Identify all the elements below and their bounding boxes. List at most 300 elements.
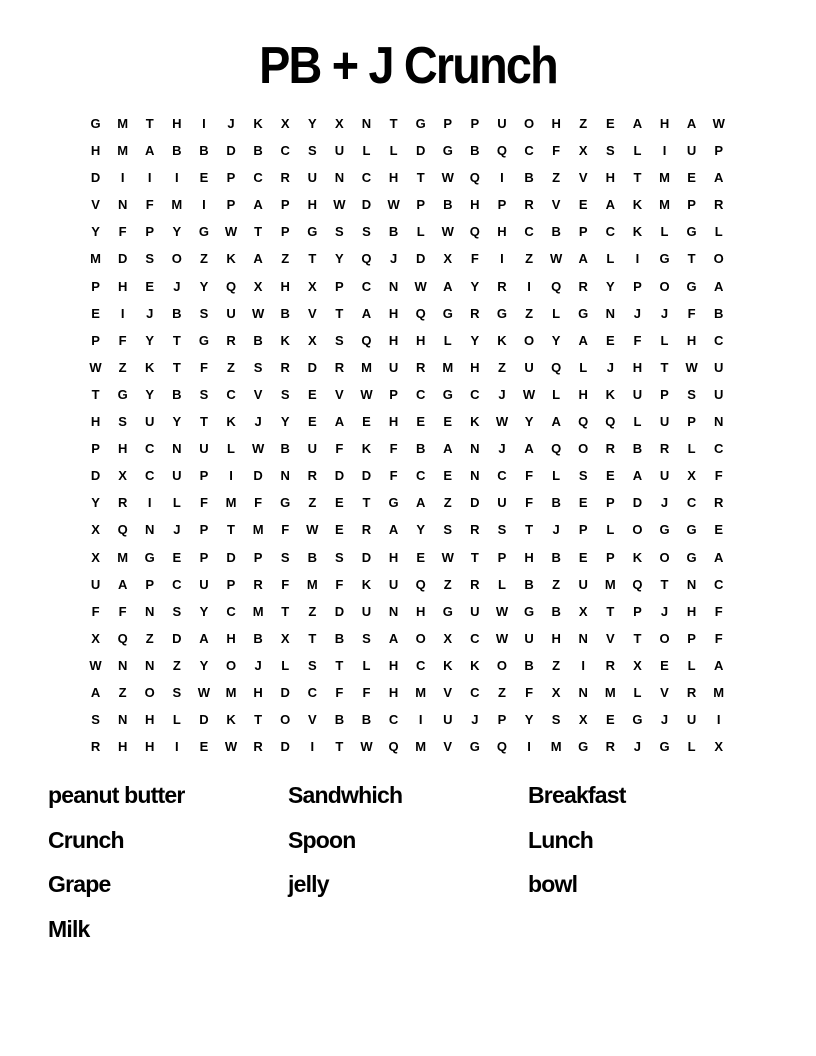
grid-letter: H [226, 630, 236, 646]
grid-row [82, 408, 732, 435]
grid-letter: C [524, 143, 534, 159]
grid-letter: L [660, 332, 669, 348]
grid-letter: N [714, 414, 724, 430]
grid-letter: U [686, 712, 697, 728]
grid-letter: P [497, 712, 507, 728]
grid-letter: W [360, 386, 373, 402]
grid-letter: G [632, 712, 643, 728]
grid-letter: K [253, 116, 263, 131]
grid-letter: L [579, 359, 588, 375]
grid-letter: F [714, 603, 723, 619]
grid-row [82, 679, 732, 706]
grid-letter: T [470, 549, 479, 565]
grid-letter: H [388, 549, 399, 565]
grid-letter: Z [552, 170, 561, 186]
grid-letter: G [578, 305, 589, 321]
grid-letter: Z [118, 684, 127, 700]
grid-letter: G [686, 522, 697, 538]
grid-letter: S [578, 468, 588, 484]
grid-letter: F [389, 468, 398, 484]
grid-letter: R [307, 468, 317, 484]
grid-letter: Y [91, 495, 100, 511]
word-search-grid [82, 110, 732, 758]
grid-letter: S [605, 143, 615, 159]
grid-letter: H [117, 278, 128, 294]
grid-letter: U [714, 359, 724, 375]
page-title: PB + J Crunch [259, 37, 557, 95]
grid-letter: H [415, 332, 426, 348]
grid-letter: X [714, 739, 724, 755]
grid-letter: H [659, 116, 670, 131]
grid-letter: Y [199, 657, 209, 673]
grid-letter: G [659, 522, 670, 538]
grid-letter: A [443, 441, 453, 457]
grid-letter: E [578, 197, 588, 213]
grid-letter: D [90, 170, 101, 186]
grid-letter: C [470, 684, 480, 700]
grid-letter: B [388, 224, 399, 240]
grid-letter: T [172, 332, 181, 348]
grid-letter: E [578, 549, 588, 565]
grid-letter: D [172, 630, 182, 646]
grid-letter: N [470, 441, 480, 457]
grid-letter: G [578, 739, 589, 755]
grid-letter: B [551, 224, 561, 240]
grid-letter: B [199, 143, 209, 159]
grid-letter: P [91, 441, 100, 457]
grid-letter: U [388, 576, 399, 592]
grid-letter: I [500, 251, 504, 267]
grid-letter: A [253, 251, 263, 267]
grid-letter: L [362, 143, 371, 159]
grid-letter: Z [552, 657, 561, 673]
grid-letter: C [415, 468, 426, 484]
grid-letter: B [551, 495, 561, 511]
grid-letter: X [578, 143, 588, 159]
grid-letter: X [253, 278, 263, 294]
grid-letter: S [172, 603, 182, 619]
grid-letter: C [470, 386, 480, 402]
grid-letter: P [443, 116, 453, 131]
grid-letter: P [91, 278, 100, 294]
grid-letter: Y [470, 332, 480, 348]
grid-letter: C [226, 386, 236, 402]
grid-letter: N [578, 630, 588, 646]
grid-letter: W [197, 684, 211, 700]
grid-letter: A [714, 657, 724, 673]
grid-letter: P [497, 197, 507, 213]
grid-letter: D [334, 468, 345, 484]
grid-letter: P [687, 197, 696, 213]
grid-letter: J [389, 251, 398, 267]
grid-letter: I [310, 739, 315, 755]
grid-letter: F [281, 576, 290, 592]
grid-letter: T [389, 116, 398, 131]
grid-letter: S [280, 386, 290, 402]
grid-letter: M [415, 684, 427, 700]
grid-letter: G [659, 251, 670, 267]
grid-letter: T [633, 630, 642, 646]
grid-letter: U [524, 359, 534, 375]
grid-letter: R [605, 657, 616, 673]
word-list-item: bowl [528, 871, 578, 897]
grid-letter: R [578, 278, 588, 294]
grid-letter: A [145, 143, 155, 159]
grid-letter: S [280, 549, 290, 565]
grid-letter: B [307, 549, 317, 565]
grid-letter: A [578, 251, 588, 267]
grid-letter: S [307, 657, 317, 673]
grid-letter: T [606, 603, 615, 619]
grid-letter: O [171, 251, 182, 267]
grid-letter: E [91, 305, 100, 321]
grid-letter: G [659, 739, 670, 755]
grid-letter: S [253, 359, 263, 375]
grid-letter: F [525, 468, 534, 484]
grid-letter: H [470, 359, 480, 375]
grid-letter: X [578, 603, 588, 619]
grid-letter: B [551, 603, 561, 619]
grid-letter: H [307, 197, 317, 213]
grid-letter: A [524, 441, 534, 457]
grid-letter: B [443, 197, 453, 213]
grid-letter: U [145, 414, 155, 430]
grid-letter: A [578, 332, 588, 348]
grid-letter: N [334, 170, 345, 186]
grid-letter: O [415, 630, 426, 646]
grid-letter: F [199, 495, 208, 511]
grid-letter: G [442, 386, 453, 402]
grid-letter: B [415, 441, 426, 457]
grid-letter: Y [199, 278, 209, 294]
grid-letter: Y [145, 386, 155, 402]
word-list-item: Lunch [528, 826, 593, 853]
grid-letter: K [280, 332, 290, 348]
grid-letter: N [605, 305, 616, 321]
grid-letter: V [443, 739, 453, 755]
grid-letter: K [226, 414, 236, 430]
grid-letter: P [687, 630, 696, 646]
grid-letter: D [361, 468, 372, 484]
grid-letter: B [524, 657, 534, 673]
grid-letter: D [334, 603, 345, 619]
grid-letter: M [659, 197, 670, 213]
grid-letter: T [335, 657, 344, 673]
grid-letter: H [605, 170, 616, 186]
grid-letter: N [578, 684, 588, 700]
grid-letter: M [90, 251, 101, 267]
grid-letter: R [280, 170, 290, 186]
grid-letter: K [632, 224, 643, 240]
grid-letter: Z [497, 684, 506, 700]
grid-letter: D [117, 251, 128, 267]
grid-letter: A [117, 576, 128, 592]
grid-letter: U [497, 116, 507, 131]
grid-letter: A [199, 630, 209, 646]
grid-letter: M [713, 684, 725, 700]
grid-letter: M [442, 359, 454, 375]
grid-letter: C [307, 684, 317, 700]
grid-letter: Y [605, 278, 615, 294]
grid-letter: Y [416, 522, 425, 538]
grid-letter: L [687, 441, 696, 457]
grid-letter: A [632, 468, 643, 484]
grid-letter: G [442, 603, 453, 619]
grid-letter: C [714, 576, 724, 592]
grid-letter: G [280, 495, 291, 511]
grid-letter: S [199, 386, 209, 402]
grid-letter: E [335, 522, 344, 538]
grid-letter: S [91, 712, 100, 728]
grid-letter: V [660, 684, 669, 700]
grid-letter: M [117, 549, 129, 565]
grid-letter: O [659, 549, 670, 565]
grid-letter: N [388, 278, 399, 294]
grid-letter: R [253, 576, 263, 592]
grid-letter: E [307, 414, 317, 430]
grid-letter: H [686, 332, 697, 348]
grid-letter: X [687, 468, 696, 484]
grid-row [82, 516, 732, 543]
grid-letter: M [604, 684, 616, 700]
grid-letter: D [415, 251, 426, 267]
grid-letter: U [388, 359, 399, 375]
grid-letter: U [524, 630, 534, 646]
grid-letter: L [281, 657, 290, 673]
grid-letter: C [145, 468, 155, 484]
word-list-item: Milk [48, 915, 90, 942]
grid-letter: J [660, 495, 669, 511]
grid-letter: I [147, 495, 152, 511]
grid-letter: J [254, 414, 262, 430]
grid-letter: C [714, 332, 724, 348]
grid-letter: W [89, 359, 102, 375]
grid-letter: E [443, 468, 453, 484]
grid-letter: M [550, 739, 562, 755]
grid-letter: A [714, 549, 724, 565]
grid-letter: C [415, 657, 426, 673]
grid-letter: F [687, 305, 696, 321]
grid-letter: O [659, 278, 670, 294]
grid-letter: L [362, 657, 371, 673]
grid-letter: P [253, 549, 263, 565]
grid-letter: K [632, 197, 643, 213]
grid-letter: P [280, 197, 290, 213]
grid-letter: R [470, 576, 480, 592]
grid-letter: C [226, 603, 236, 619]
grid-letter: O [225, 657, 237, 673]
grid-letter: C [172, 576, 182, 592]
grid-letter: K [443, 657, 453, 673]
grid-letter: C [280, 143, 290, 159]
grid-letter: H [388, 657, 399, 673]
grid-letter: X [443, 251, 453, 267]
grid-row [82, 273, 732, 300]
grid-letter: K [145, 359, 155, 375]
word-list-item: Sandwhich [288, 782, 403, 808]
grid-letter: T [362, 495, 371, 511]
grid-letter: H [90, 414, 101, 430]
grid-letter: R [524, 197, 534, 213]
grid-row [82, 354, 732, 381]
grid-letter: M [659, 170, 670, 186]
grid-letter: F [118, 603, 127, 619]
grid-letter: S [687, 386, 696, 402]
grid-letter: L [172, 712, 181, 728]
grid-row [82, 733, 732, 760]
grid-letter: U [172, 468, 182, 484]
grid-letter: T [145, 116, 154, 131]
grid-letter: R [714, 495, 724, 511]
grid-letter: J [254, 657, 262, 673]
grid-letter: H [280, 278, 290, 294]
grid-letter: W [251, 305, 265, 321]
grid-letter: Q [496, 143, 508, 159]
grid-letter: Y [172, 414, 182, 430]
grid-letter: U [307, 170, 317, 186]
grid-letter: N [117, 197, 128, 213]
grid-letter: F [714, 630, 723, 646]
grid-letter: T [335, 305, 344, 321]
grid-letter: X [280, 630, 290, 646]
grid-letter: N [361, 116, 372, 131]
grid-letter: Z [497, 359, 506, 375]
grid-letter: A [714, 278, 724, 294]
grid-letter: V [307, 712, 317, 728]
grid-letter: R [253, 739, 263, 755]
grid-letter: V [91, 197, 100, 213]
grid-row [82, 625, 732, 652]
grid-letter: L [552, 468, 561, 484]
grid-letter: F [254, 495, 263, 511]
grid-letter: V [605, 630, 615, 646]
grid-letter: W [495, 414, 509, 430]
grid-letter: K [361, 576, 372, 592]
word-list-item: Spoon [288, 826, 356, 853]
grid-letter: R [659, 441, 670, 457]
grid-letter: H [388, 332, 399, 348]
grid-letter: H [388, 684, 399, 700]
grid-letter: L [416, 224, 425, 240]
grid-row [82, 462, 732, 489]
grid-letter: Z [525, 251, 534, 267]
grid-letter: H [253, 684, 263, 700]
grid-letter: O [632, 522, 643, 538]
grid-letter: Y [172, 224, 182, 240]
grid-letter: R [714, 197, 724, 213]
grid-letter: B [280, 441, 290, 457]
grid-letter: R [415, 359, 426, 375]
grid-letter: D [90, 468, 101, 484]
grid-letter: P [416, 197, 425, 213]
grid-letter: B [714, 305, 724, 321]
grid-letter: T [525, 522, 534, 538]
grid-letter: R [226, 332, 236, 348]
grid-letter: T [416, 170, 425, 186]
grid-letter: V [253, 386, 263, 402]
grid-letter: L [552, 386, 561, 402]
grid-letter: I [147, 170, 152, 186]
grid-letter: I [581, 657, 586, 673]
grid-letter: B [524, 576, 534, 592]
grid-letter: R [470, 305, 480, 321]
grid-letter: Z [172, 657, 181, 673]
grid-letter: I [175, 170, 179, 186]
grid-letter: E [605, 332, 615, 348]
grid-letter: H [388, 170, 399, 186]
grid-letter: Q [225, 278, 237, 294]
grid-letter: A [334, 414, 345, 430]
grid-row [82, 652, 732, 679]
grid-letter: O [713, 251, 724, 267]
grid-letter: N [117, 657, 128, 673]
grid-letter: L [552, 305, 561, 321]
grid-letter: G [469, 739, 480, 755]
grid-letter: T [660, 359, 669, 375]
grid-letter: C [714, 441, 724, 457]
grid-letter: L [497, 576, 506, 592]
grid-letter: Q [578, 414, 589, 430]
grid-letter: S [118, 414, 127, 430]
grid-letter: U [659, 468, 670, 484]
grid-letter: G [686, 224, 697, 240]
grid-letter: S [443, 522, 453, 538]
grid-letter: E [172, 549, 182, 565]
grid-letter: I [716, 712, 721, 728]
grid-letter: R [497, 278, 507, 294]
grid-letter: R [605, 441, 616, 457]
grid-letter: P [226, 170, 236, 186]
grid-letter: Q [469, 224, 480, 240]
grid-letter: P [470, 116, 480, 131]
grid-row [82, 218, 732, 245]
grid-letter: Q [551, 441, 562, 457]
grid-letter: A [90, 684, 101, 700]
grid-letter: U [199, 576, 209, 592]
grid-letter: I [418, 712, 423, 728]
grid-letter: I [202, 116, 206, 131]
grid-letter: W [224, 224, 238, 240]
grid-row [82, 164, 732, 191]
grid-letter: W [441, 170, 454, 186]
grid-letter: H [632, 359, 643, 375]
grid-letter: A [388, 522, 399, 538]
grid-letter: E [605, 468, 615, 484]
grid-letter: N [388, 603, 399, 619]
grid-letter: U [226, 305, 236, 321]
grid-letter: Q [415, 576, 426, 592]
grid-letter: J [173, 522, 181, 538]
grid-letter: C [686, 495, 697, 511]
grid-letter: G [90, 116, 101, 131]
grid-letter: J [606, 359, 614, 375]
grid-letter: P [199, 468, 209, 484]
grid-letter: D [415, 143, 426, 159]
grid-letter: K [605, 386, 616, 402]
grid-letter: U [334, 143, 345, 159]
grid-letter: S [199, 305, 209, 321]
grid-letter: Z [579, 116, 588, 131]
grid-letter: U [497, 495, 507, 511]
grid-letter: M [361, 359, 372, 375]
grid-letter: E [145, 278, 155, 294]
grid-letter: H [90, 143, 101, 159]
grid-letter: J [660, 603, 669, 619]
grid-letter: O [496, 657, 508, 673]
grid-letter: B [172, 143, 182, 159]
grid-letter: W [224, 739, 238, 755]
grid-letter: J [471, 712, 479, 728]
